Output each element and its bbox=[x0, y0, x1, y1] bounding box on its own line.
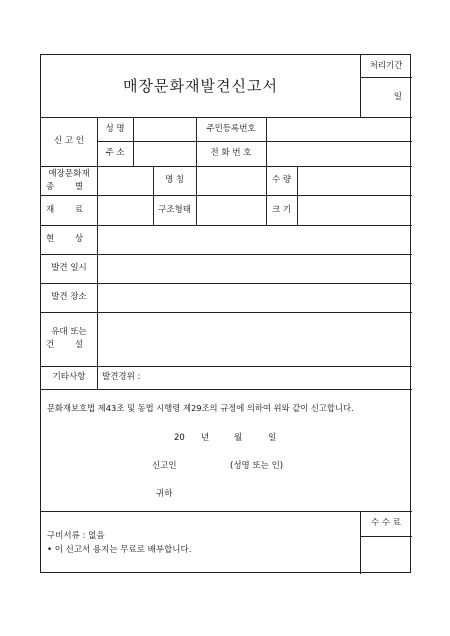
phone-field[interactable] bbox=[266, 141, 412, 166]
quantity-label: 수 량 bbox=[271, 175, 292, 186]
resident-id-field[interactable] bbox=[266, 117, 412, 141]
address-label: 주 소 bbox=[105, 148, 125, 159]
structure-label: 구조형태 bbox=[158, 204, 191, 215]
artifact-type-label bbox=[41, 166, 97, 195]
remains-label-line2: 건 설 bbox=[45, 340, 93, 350]
discovery-place-field[interactable] bbox=[97, 283, 412, 312]
remains-label-line1: 유대 또는 bbox=[51, 327, 87, 338]
remains-field[interactable] bbox=[97, 312, 412, 366]
material-field[interactable] bbox=[97, 195, 153, 225]
processing-period-label: 처리기간 bbox=[369, 60, 403, 71]
structure-field[interactable] bbox=[196, 195, 266, 225]
artifact-name-field[interactable] bbox=[196, 166, 266, 195]
name-label: 성 명 bbox=[105, 123, 125, 134]
reporter-label: 신 고 인 bbox=[53, 136, 85, 147]
address-field[interactable] bbox=[133, 141, 196, 166]
required-documents: 구비서류 : 없음 bbox=[47, 530, 105, 541]
fee-label: 수 수 료 bbox=[370, 518, 402, 529]
discovery-date-field[interactable] bbox=[97, 254, 412, 283]
signer-label: 신고인 bbox=[152, 460, 177, 471]
size-label: 크 기 bbox=[271, 204, 292, 215]
status-label: 현 상 bbox=[45, 234, 93, 245]
material-label: 재 료 bbox=[45, 204, 93, 215]
date-year: 20 bbox=[174, 432, 185, 443]
date-month-unit: 월 bbox=[234, 432, 243, 443]
fee-field[interactable] bbox=[360, 536, 412, 574]
date-day-unit: 일 bbox=[268, 432, 277, 443]
processing-period-value: 일 bbox=[393, 91, 402, 102]
etc-field[interactable]: 발견경위 : bbox=[102, 372, 141, 383]
free-distribution-note: • 이 신고서 용지는 무료로 배부합니다. bbox=[47, 544, 192, 555]
discovery-place-label: 발견 장소 bbox=[51, 292, 87, 303]
remains-label bbox=[41, 312, 97, 366]
name-field[interactable] bbox=[133, 117, 196, 141]
form-title: 매장문화재발견신고서 bbox=[123, 76, 278, 95]
etc-label: 기타사항 bbox=[52, 372, 86, 383]
report-form bbox=[40, 54, 411, 573]
declaration-statement: 문화재보호법 제43조 및 동법 시행령 제29조의 규정에 의하여 위와 같이 신고합니다. bbox=[47, 402, 354, 413]
artifact-type-field[interactable] bbox=[97, 166, 153, 195]
size-field[interactable] bbox=[297, 195, 412, 225]
quantity-field[interactable] bbox=[297, 166, 412, 195]
signer-note: (성명 또는 인) bbox=[230, 460, 284, 471]
addressee: 귀하 bbox=[156, 488, 173, 499]
resident-id-label: 주민등록번호 bbox=[206, 123, 256, 134]
artifact-name-label: 명 칭 bbox=[164, 175, 185, 186]
phone-label: 전 화 번 호 bbox=[210, 148, 252, 159]
date-year-unit: 년 bbox=[201, 432, 210, 443]
artifact-type-label-line1: 매장문화재 bbox=[48, 168, 90, 179]
artifact-type-label-line2: 종 별 bbox=[45, 181, 93, 192]
discovery-date-label: 발견 일시 bbox=[51, 263, 87, 274]
status-field[interactable] bbox=[97, 225, 412, 254]
